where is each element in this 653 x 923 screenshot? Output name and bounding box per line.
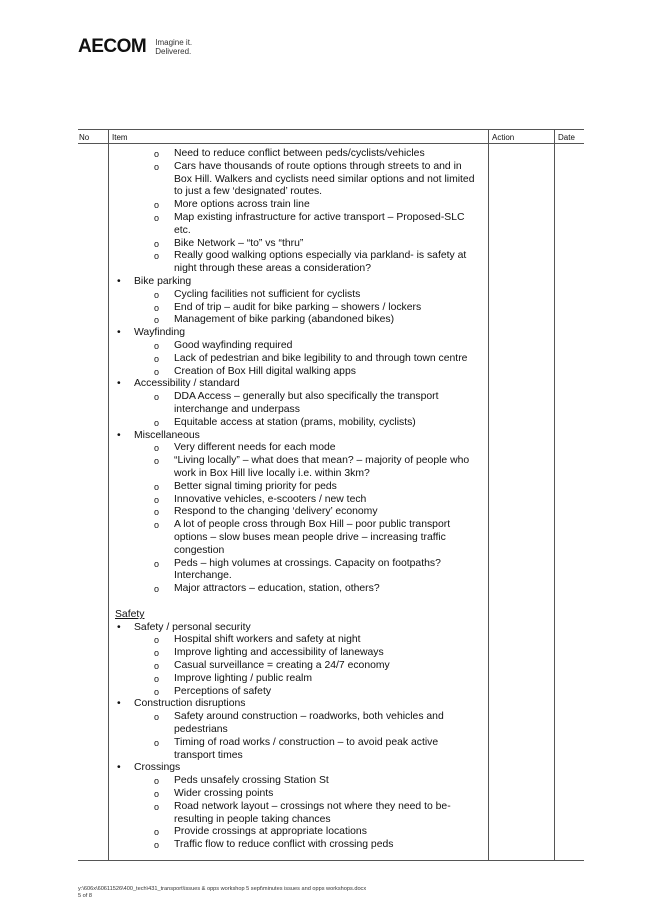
sub-bullet-icon: o [154,302,160,313]
sub-list-item [112,417,488,430]
list-item [112,698,488,711]
sub-list-item [112,519,488,557]
list-item-text: Better signal timing priority for peds [174,480,337,492]
list-item-text: Safety around construction – roadworks, both vehicles and pedestrians [174,711,444,736]
list-item-text: A lot of people cross through Box Hill – poor public transport options – slow buses mean people drive – increasing traffic congestion [174,519,451,556]
sub-bullet-icon: o [154,456,160,467]
sub-bullet-icon: o [154,366,160,377]
list-item-text: Creation of Box Hill digital walking apps [174,365,356,377]
sub-bullet-icon: o [154,520,160,531]
list-item-text: Cars have thousands of route options through streets to and in Box Hill. Walkers and cyclists need similar options and not limited to just a few ‘designated’ routes. [174,160,475,198]
list-item-text: Innovative vehicles, e-scooters / new tech [174,493,367,505]
logo-wordmark: AECOM [78,36,147,57]
sub-bullet-icon: o [154,149,160,159]
header-no: No [78,130,109,144]
list-item-text: Casual surveillance = creating a 24/7 economy [174,660,390,672]
sub-bullet-icon: o [154,635,160,646]
sub-list-item [112,212,488,238]
sub-bullet-icon: o [154,776,160,787]
list-item-text: Major attractors – education, station, others? [174,583,380,595]
list-item-text: Lack of pedestrian and bike legibility to and through town centre [174,352,468,364]
list-item-text: Road network layout – crossings not where they need to be- resulting in people taking chances [174,800,451,825]
sub-list-item [112,366,488,379]
list-item-text: Respond to the changing ‘delivery’ economy [174,506,378,518]
bullet-icon: • [117,762,121,774]
sub-list-item [112,494,488,507]
list-item-text: Improve lighting / public realm [174,672,313,684]
sub-bullet-icon: o [154,686,160,697]
list-item-text: Wider crossing points [174,788,274,800]
list-item-text: Miscellaneous [134,429,200,441]
list-item-text: Peds unsafely crossing Station St [174,775,329,787]
list-item [112,762,488,775]
sub-bullet-icon: o [154,161,160,172]
bullet-icon: • [117,621,121,633]
cell-date [555,144,585,861]
sub-list-item [112,801,488,827]
bullet-icon: • [117,429,121,441]
list-item [112,327,488,340]
document-footer [78,886,366,900]
list-item-text: Really good walking options especially via parkland- is safety at night through these areas a consideration? [174,250,467,275]
list-item-text: Peds – high volumes at crossings. Capacity on footpaths? Interchange. [174,557,441,582]
bullet-icon: • [117,698,121,710]
sub-list-item [112,391,488,417]
sub-list-item [112,442,488,455]
sub-bullet-icon: o [154,737,160,748]
list-item-text: Need to reduce conflict between peds/cyclists/vehicles [174,148,425,159]
list-item-text: Provide crossings at appropriate locations [174,826,367,838]
sub-list-item [112,711,488,737]
sub-list-item [112,583,488,596]
sub-bullet-icon: o [154,443,160,454]
sub-list-item [112,340,488,353]
sub-list-item [112,839,488,852]
sub-bullet-icon: o [154,212,160,223]
sub-list-item [112,302,488,315]
sub-bullet-icon: o [154,712,160,723]
sub-list-item [112,506,488,519]
list-item-text: “Living locally” – what does that mean? – majority of people who work in Box Hill live locally i.e. within 3km? [174,455,470,479]
tagline-line-2: Delivered. [155,47,192,56]
sub-list-item [112,481,488,494]
sub-bullet-icon: o [154,353,160,364]
sub-list-item [112,775,488,788]
sub-list-item [112,148,488,161]
sub-bullet-icon: o [154,648,160,659]
sub-bullet-icon: o [154,481,160,492]
footer-page-number: 5 of 8 [78,893,92,899]
list-item-text: More options across train line [174,199,310,211]
list-item-text: Map existing infrastructure for active transport – Proposed-SLC etc. [174,211,465,236]
bullet-icon: • [117,275,121,287]
sub-bullet-icon: o [154,827,160,838]
sub-list-item [112,353,488,366]
sub-bullet-icon: o [154,558,160,569]
sub-list-item [112,788,488,801]
list-item [112,430,488,443]
table-header-row [78,130,584,144]
bullet-icon: • [117,327,121,339]
sub-list-item [112,289,488,302]
sub-bullet-icon: o [154,494,160,505]
sub-bullet-icon: o [154,200,160,211]
sub-bullet-icon: o [154,392,160,403]
list-item-text: Wayfinding [134,327,186,339]
sub-list-item [112,199,488,212]
list-item-text: Improve lighting and accessibility of laneways [174,647,384,659]
list-item-text: Perceptions of safety [174,685,272,697]
list-item-text: Safety / personal security [134,621,251,633]
sub-list-item [112,314,488,327]
list-item-text: Traffic flow to reduce conflict with crossing peds [174,839,394,851]
list-item-text: Bike parking [134,275,192,287]
sub-bullet-icon: o [154,315,160,326]
list-item-text: Hospital shift workers and safety at night [174,634,361,646]
sub-bullet-icon: o [154,417,160,428]
sub-list-item [112,673,488,686]
list-item [112,378,488,391]
sub-list-item [112,826,488,839]
aecom-logo [78,36,192,58]
sub-bullet-icon: o [154,238,160,249]
list-item-text: End of trip – audit for bike parking – showers / lockers [174,301,422,313]
bullet-icon: • [117,378,121,390]
footer-file-path: y:\606x\60611526\400_tech\431_transport\issues & opps workshop 5 sept\minutes issues and opps workshops.docx [78,886,367,892]
sub-list-item [112,737,488,763]
list-item-text: Management of bike parking (abandoned bikes) [174,314,395,326]
sub-bullet-icon: o [154,340,160,351]
sub-bullet-icon: o [154,584,160,595]
tagline-line-1: Imagine it. [155,38,193,47]
sub-bullet-icon: o [154,661,160,672]
list-item-text: Very different needs for each mode [174,442,336,454]
list-item-text: Cycling facilities not sufficient for cyclists [174,288,361,300]
list-item-text: Bike Network – “to” vs “thru” [174,237,304,249]
sub-bullet-icon: o [154,840,160,851]
sub-list-item [112,161,488,199]
cell-item [109,144,489,861]
sub-bullet-icon: o [154,507,160,518]
list-item-text: Accessibility / standard [134,378,240,390]
sub-list-item [112,558,488,584]
list-item [112,276,488,289]
sub-bullet-icon: o [154,801,160,812]
sub-list-item [112,647,488,660]
minutes-table [78,129,584,861]
header-item: Item [109,130,489,144]
table-row [78,144,584,861]
sub-list-item [112,250,488,276]
logo-tagline [155,38,192,56]
sub-bullet-icon: o [154,789,160,800]
cell-action [489,144,555,861]
list-item-text: Good wayfinding required [174,339,293,351]
header-action: Action [489,130,555,144]
sub-bullet-icon: o [154,289,160,300]
list-item-text: Construction disruptions [134,698,246,710]
sub-list-item [112,455,488,481]
cell-no [78,144,109,861]
sub-bullet-icon: o [154,251,160,262]
sub-bullet-icon: o [154,673,160,684]
list-item-text: Equitable access at station (prams, mobility, cyclists) [174,416,416,428]
item-content [112,144,488,852]
section-heading: Safety [115,608,145,620]
sub-list-item [112,660,488,673]
sub-list-item [112,634,488,647]
list-item-text: Crossings [134,762,181,774]
list-item [112,622,488,635]
sub-list-item [112,686,488,699]
list-item-text: Timing of road works / construction – to avoid peak active transport times [174,736,439,761]
header-date: Date [555,130,585,144]
sub-list-item [112,238,488,251]
list-item-text: DDA Access – generally but also specifically the transport interchange and underpass [174,391,439,415]
